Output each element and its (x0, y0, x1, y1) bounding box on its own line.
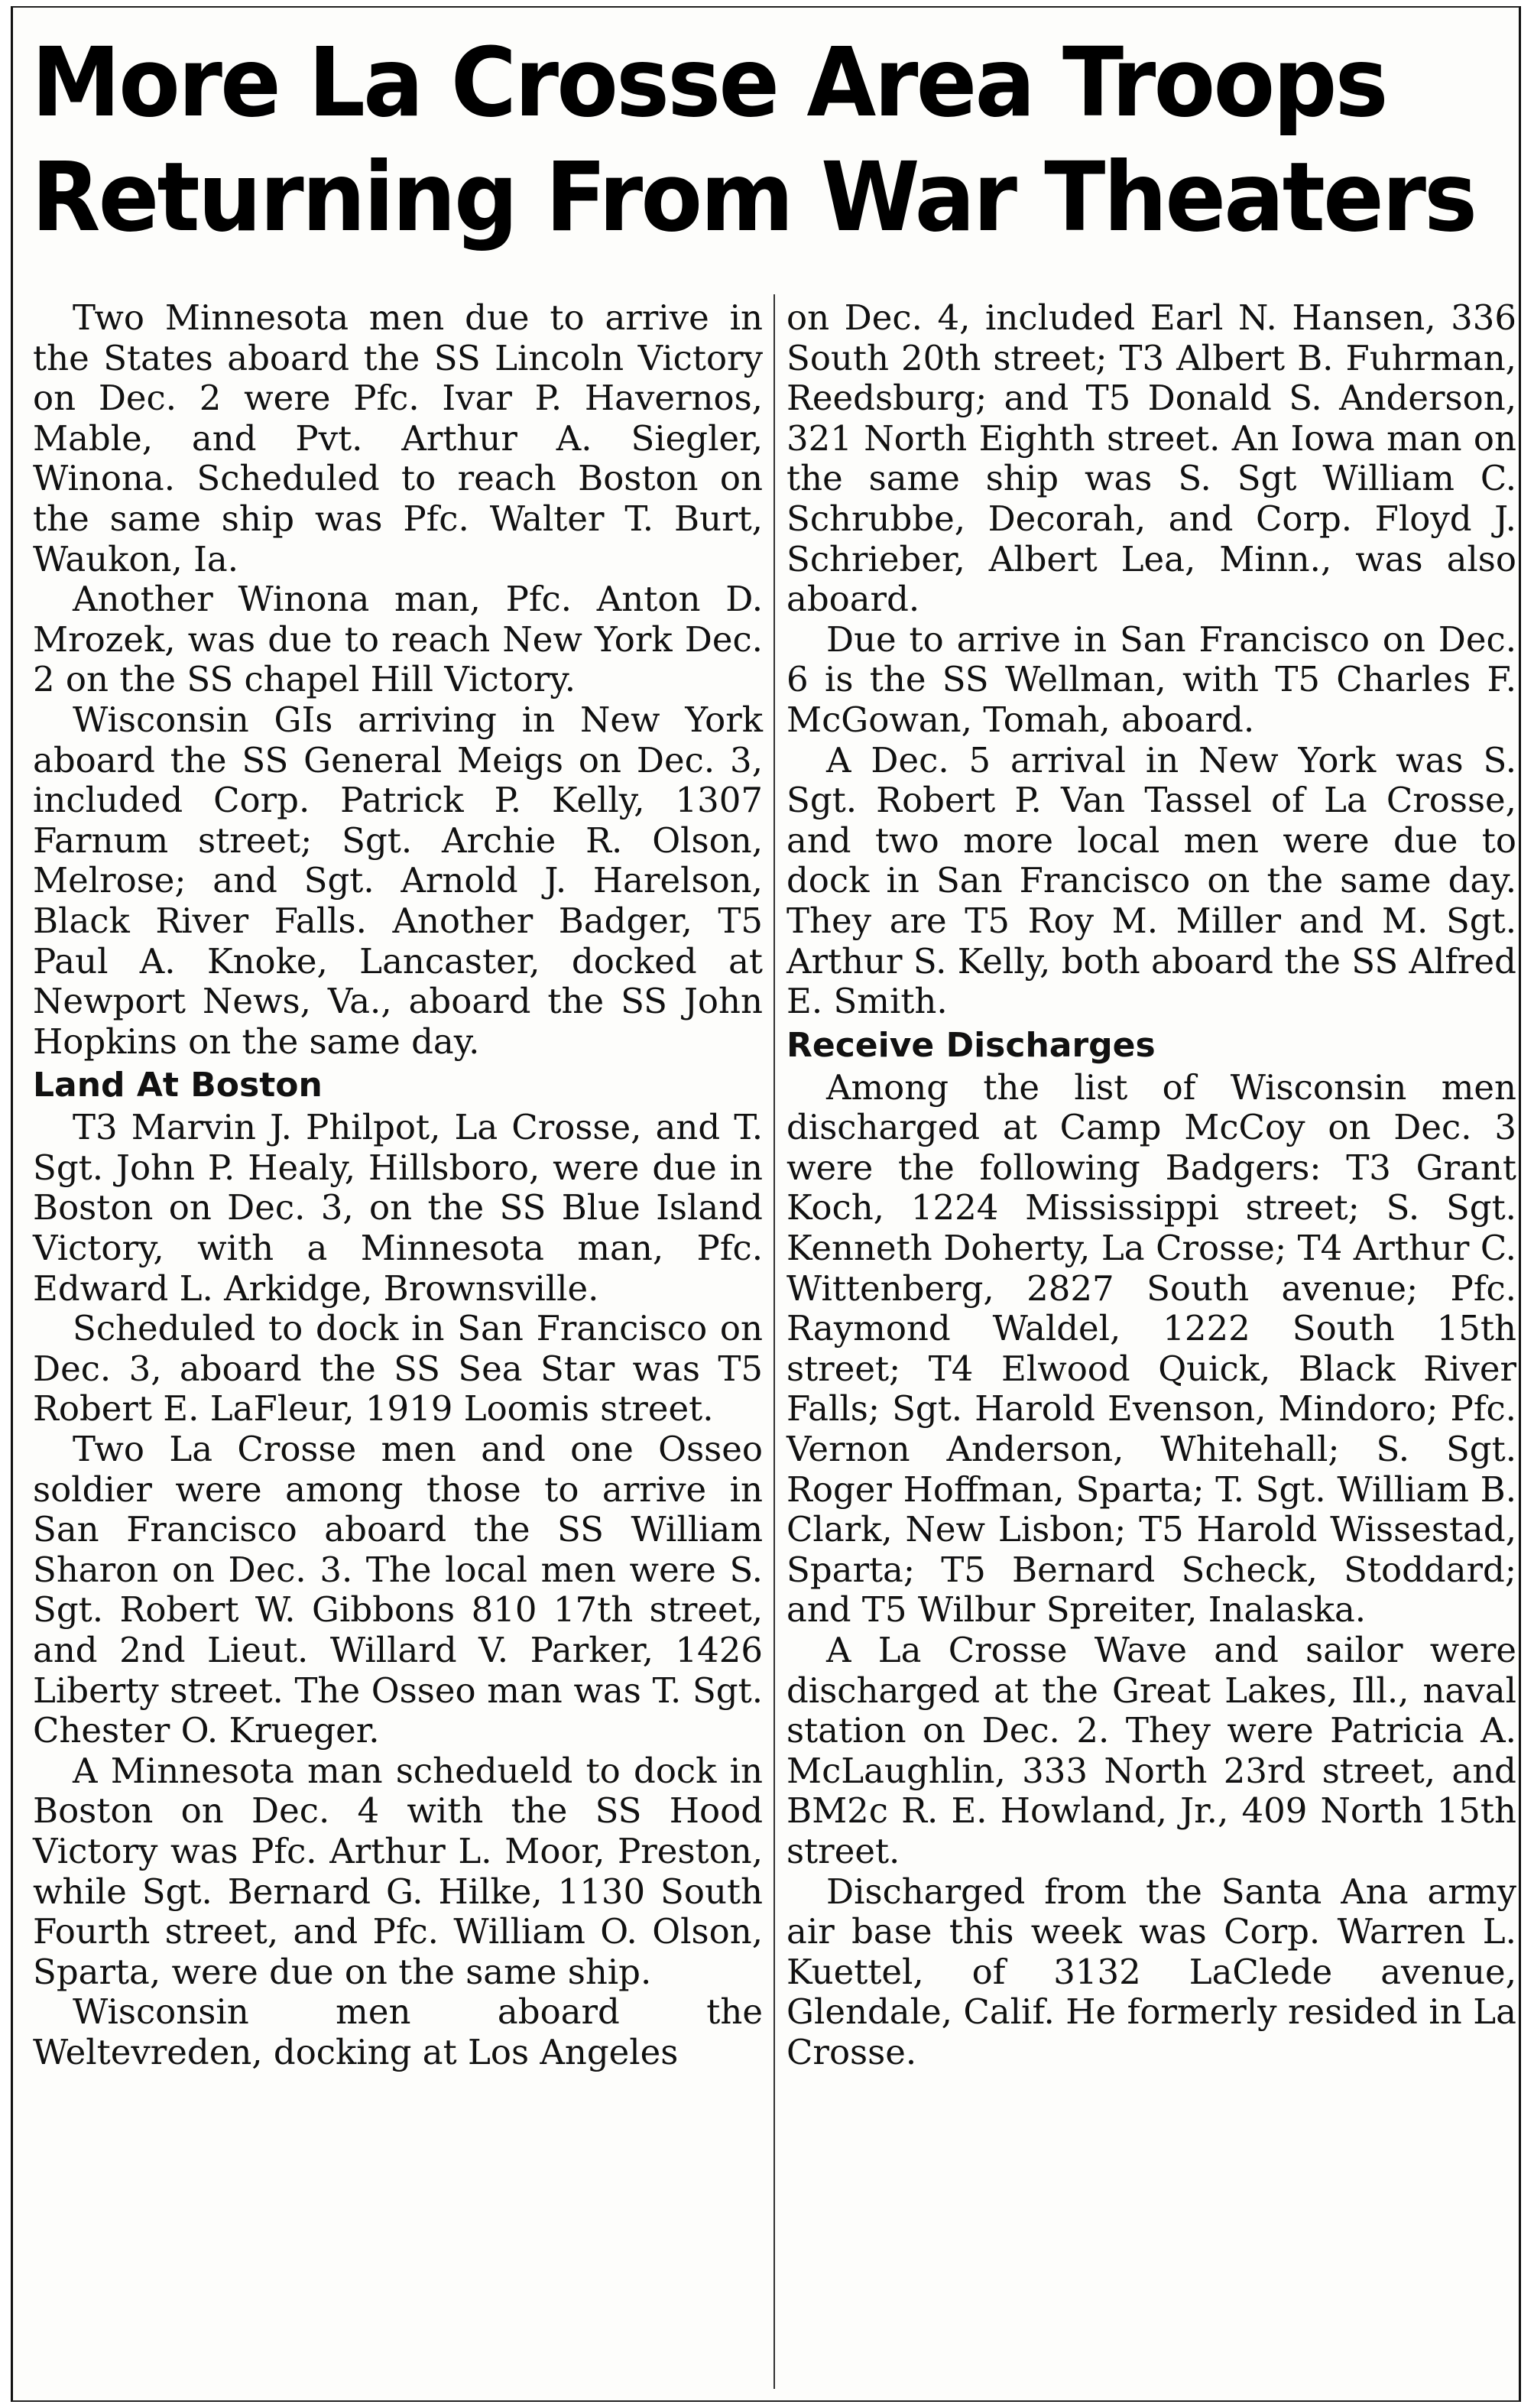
article-paragraph: Two La Crosse men and one Osseo soldier were among those to arrive in San Francisco aboard the SS William Sharon on Dec. 3. The local men were S. Sgt. Robert W. Gibbons 810 17th street, and 2nd Lieut. Willard V. Parker, 1426 Liberty street. The Osseo man was T. Sgt. Chester O. Krueger. (33, 1429, 763, 1751)
article-paragraph: Another Winona man, Pfc. Anton D. Mrozek, was due to reach New York Dec. 2 on the SS chapel Hill Victory. (33, 579, 763, 700)
article-paragraph: Discharged from the Santa Ana army air base this week was Corp. Warren L. Kuettel, of 3132 LaClede avenue, Glendale, Calif. He formerly resided in La Crosse. (786, 1871, 1516, 2072)
article-paragraph: Wisconsin GIs arriving in New York aboard the SS General Meigs on Dec. 3, included Corp. Patrick P. Kelly, 1307 Farnum street; Sgt. Archie R. Olson, Melrose; and Sgt. Arnold J. Harelson, Black River Falls. Another Badger, T5 Paul A. Knoke, Lancaster, docked at Newport News, Va., aboard the SS John Hopkins on the same day. (33, 699, 763, 1062)
headline-line-1: More La Crosse Area Troops (31, 28, 1386, 138)
article-paragraph: Wisconsin men aboard the Weltevreden, docking at Los Angeles (33, 1991, 763, 2072)
article-paragraph: A Dec. 5 arrival in New York was S. Sgt. Robert P. Van Tassel of La Crosse, and two more local men were due to dock in San Francisco on the same day. They are T5 Roy M. Miller and M. Sgt. Arthur S. Kelly, both aboard the SS Alfred E. Smith. (786, 739, 1516, 1022)
article-paragraph: on Dec. 4, included Earl N. Hansen, 336 South 20th street; T3 Albert B. Fuhrman, Reedsburg; and T5 Donald S. Anderson, 321 North Eighth street. An Iowa man on the same ship was S. Sgt William C. Schrubbe, Decorah, and Corp. Floyd J. Schrieber, Albert Lea, Minn., was also aboard. (786, 297, 1516, 620)
article-paragraph: Due to arrive in San Francisco on Dec. 6 is the SS Wellman, with T5 Charles F. McGowan, Tomah, aboard. (786, 618, 1516, 740)
article-paragraph: Two Minnesota men due to arrive in the States aboard the SS Lincoln Victory on Dec. 2 were Pfc. Ivar P. Havernos, Mable, and Pvt. Arthur A. Siegler, Winona. Scheduled to reach Boston on the same ship was Pfc. Walter T. Burt, Waukon, Ia. (33, 297, 763, 579)
article-paragraph: T3 Marvin J. Philpot, La Crosse, and T. Sgt. John P. Healy, Hillsboro, were due in Boston on Dec. 3, on the SS Blue Island Victory, with a Minnesota man, Pfc. Edward L. Arkidge, Brownsville. (33, 1107, 763, 1309)
article-paragraph: A Minnesota man schedueld to dock in Boston on Dec. 4 with the SS Hood Victory was Pfc. Arthur L. Moor, Preston, while Sgt. Bernard G. Hilke, 1130 South Fourth street, and Pfc. William O. Olson, Sparta, were due on the same ship. (33, 1750, 763, 1992)
subheading-receive-discharges: Receive Discharges (786, 1025, 1156, 1065)
right-column (786, 298, 1516, 2393)
headline (31, 26, 1476, 255)
newspaper-clipping (11, 6, 1521, 2402)
subheading-land-at-boston: Land At Boston (33, 1066, 323, 1105)
article-paragraph: A La Crosse Wave and sailor were discharged at the Great Lakes, Ill., naval station on Dec. 2. They were Patricia A. McLaughlin, 333 North 23rd street, and BM2c R. E. Howland, Jr., 409 North 15th street. (786, 1630, 1516, 1871)
column-divider (773, 294, 775, 2389)
left-column (33, 298, 763, 2393)
article-paragraph: Scheduled to dock in San Francisco on Dec. 3, aboard the SS Sea Star was T5 Robert E. LaFleur, 1919 Loomis street. (33, 1308, 763, 1430)
article-paragraph: Among the list of Wisconsin men discharged at Camp McCoy on Dec. 3 were the following Badgers: T3 Grant Koch, 1224 Mississippi street; S. Sgt. Kenneth Doherty, La Crosse; T4 Arthur C. Wittenberg, 2827 South avenue; Pfc. Raymond Waldel, 1222 South 15th street; T4 Elwood Quick, Black River Falls; Sgt. Harold Evenson, Mindoro; Pfc. Vernon Anderson, Whitehall; S. Sgt. Roger Hoffman, Sparta; T. Sgt. William B. Clark, New Lisbon; T5 Harold Wissestad, Sparta; T5 Bernard Scheck, Stoddard; and T5 Wilbur Spreiter, Inalaska. (786, 1066, 1516, 1631)
headline-line-2: Returning From War Theaters (31, 142, 1476, 253)
